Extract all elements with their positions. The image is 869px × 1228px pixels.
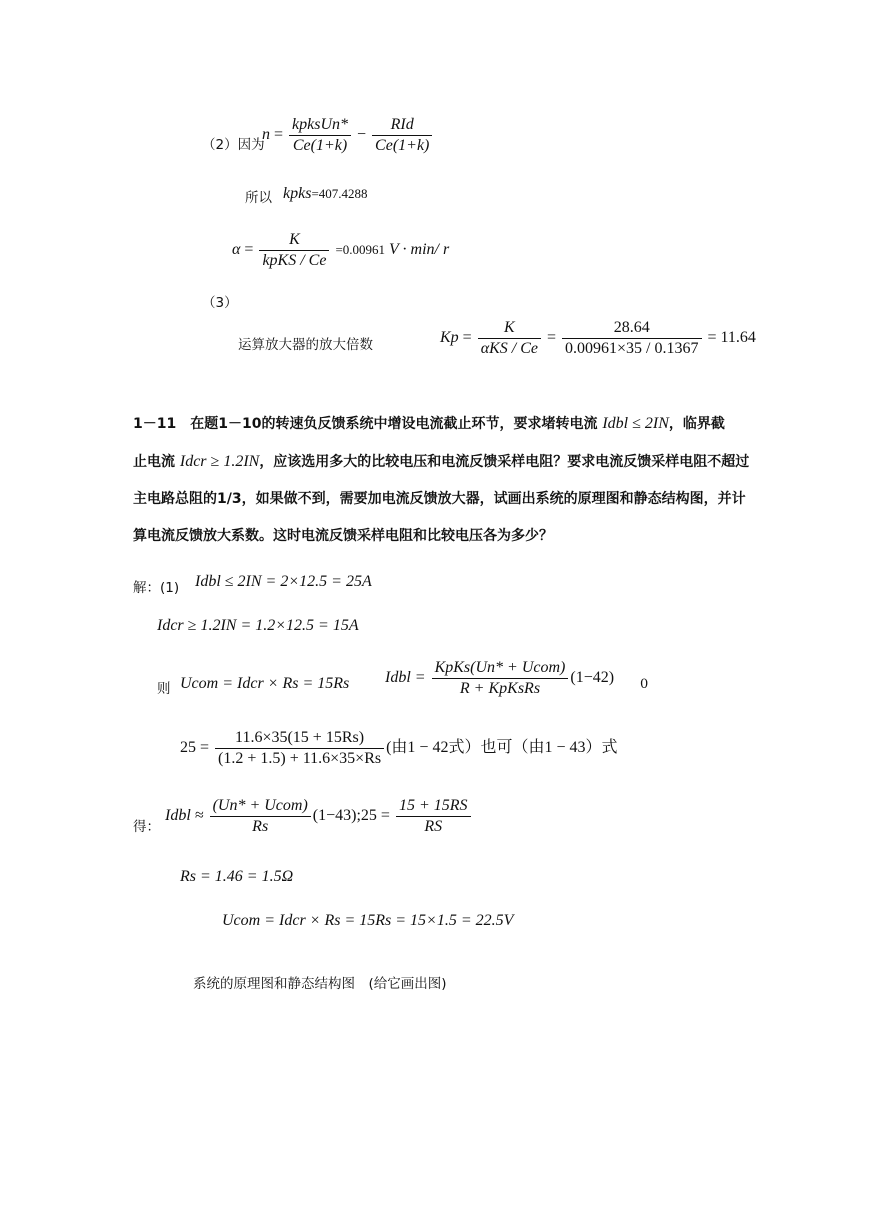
eq6-denominator1: Rs (252, 818, 269, 835)
part2-label: （2）因为 (202, 137, 265, 153)
eq6-lhs: Idbl ≈ (165, 807, 204, 825)
eq4-numerator: KpKs(Un* + Ucom) (432, 658, 569, 679)
solution-eq3: Ucom = Idcr × Rs = 15Rs (180, 675, 350, 692)
term2-denominator: Ce(1+k) (375, 137, 430, 154)
eq5-denominator: (1.2 + 1.5) + 11.6×35×Rs (218, 750, 382, 767)
term1-numerator: kpksUn* (289, 115, 351, 136)
eq5-numerator: 11.6×35(15 + 15Rs) (215, 728, 384, 749)
solution-eq6 (165, 796, 473, 837)
eq4-lhs: Idbl = (385, 669, 426, 687)
alpha-fraction (259, 230, 329, 271)
speed-term1 (289, 115, 351, 156)
eq5-lhs: 25 = (180, 739, 210, 757)
diagram-note: 系统的原理图和静态结构图 (给它画出图) (193, 976, 447, 992)
so-text: 所以 (245, 190, 272, 206)
kp-symbol: Kp (440, 329, 459, 347)
eq6-numerator1: (Un* + Ucom) (210, 796, 311, 817)
problem-line2: 止电流 Idcr ≥ 1.2IN，应该选用多大的比较电压和电流反馈采样电阻？要求电流反馈采样电阻不超过 (133, 453, 750, 470)
obtain-text: 得： (133, 819, 160, 835)
then-text: 则 (157, 681, 171, 697)
eq6-mid: (1−43);25 = (312, 807, 390, 825)
solution-eq4 (385, 658, 614, 699)
eq6-fraction1 (210, 796, 311, 837)
kp-f1-numerator: K (478, 318, 541, 339)
eq4-tail: 0 (640, 677, 649, 692)
solution-eq7: Rs = 1.46 = 1.5Ω (180, 868, 294, 885)
problem-line3: 主电路总阻的1/3，如果做不到，需要加电流反馈放大器，试画出系统的原理图和静态结构图，并计 (133, 491, 746, 507)
kp-fraction1 (478, 318, 541, 359)
alpha-value: =0.00961 (335, 242, 386, 258)
eq4-denominator: R + KpKsRs (459, 680, 541, 697)
gain-text: 运算放大器的放大倍数 (238, 337, 373, 353)
solution-eq2: Idcr ≥ 1.2IN = 1.2×12.5 = 15A (157, 617, 359, 634)
alpha-denominator: kpKS / Ce (262, 252, 327, 269)
speed-term2 (372, 115, 432, 156)
kp-equation: Kp = $\frac{K}{\text{αKS / Ce}}$ = $\frac{28.64}{0.00961\times 35 / 0.1367}$ = 11.64 (440, 319, 756, 357)
solution-eq1: Idbl ≤ 2IN = 2×12.5 = 25A (195, 573, 372, 590)
eq6-fraction2 (396, 796, 471, 837)
eq-sign: = (274, 126, 284, 144)
minus-sign: − (357, 126, 367, 144)
eq5-fraction (215, 728, 384, 769)
alpha-numerator: K (259, 230, 329, 251)
eq6-numerator2: 15 + 15RS (396, 796, 471, 817)
alpha-equation: α = $\frac{K}{\text{kpKS / Ce}}$ =0.00961 V · min/ r (232, 231, 450, 269)
alpha-symbol: α (232, 241, 241, 259)
term2-numerator: RId (372, 115, 432, 136)
solution-eq5 (180, 728, 617, 769)
eq4-fraction (432, 658, 569, 699)
eq6-denominator2: RS (424, 818, 443, 835)
problem-line4: 算电流反馈放大系数。这时电流反馈采样电阻和比较电压各为多少？ (133, 528, 553, 544)
solution-label: 解：(1) (133, 580, 180, 596)
problem-line2-math: Idcr ≥ 1.2IN (179, 453, 260, 470)
eq4-ref: (1−42) (570, 669, 615, 687)
problem-line1: 1－11 在题1－10的转速负反馈系统中增设电流截止环节，要求堵转电流 Idbl ≤ 2IN，临界截 (133, 415, 725, 432)
kp-fraction2 (562, 318, 701, 359)
kpks-result (283, 185, 368, 203)
kpks-symbol: kpks (283, 185, 312, 202)
part3-label: （3） (202, 295, 238, 311)
solution-eq8: Ucom = Idcr × Rs = 15Rs = 15×1.5 = 22.5V (222, 912, 514, 929)
eq5-tail: (由1 − 42式）也可（由1 − 43）式 (386, 739, 618, 757)
kp-result: = 11.64 (707, 329, 756, 347)
problem-statement (133, 405, 803, 555)
problem-line1-math: Idbl ≤ 2IN (602, 415, 669, 432)
term1-denominator: Ce(1+k) (292, 137, 348, 154)
kpks-value: =407.4288 (311, 186, 368, 201)
speed-equation (262, 115, 434, 156)
alpha-unit: V · min/ r (389, 241, 450, 259)
kp-f2-numerator: 28.64 (562, 318, 701, 339)
kp-f1-denominator: αKS / Ce (480, 340, 538, 357)
n-var: n (262, 126, 270, 144)
kp-f2-denominator: 0.00961×35 / 0.1367 (565, 340, 699, 357)
